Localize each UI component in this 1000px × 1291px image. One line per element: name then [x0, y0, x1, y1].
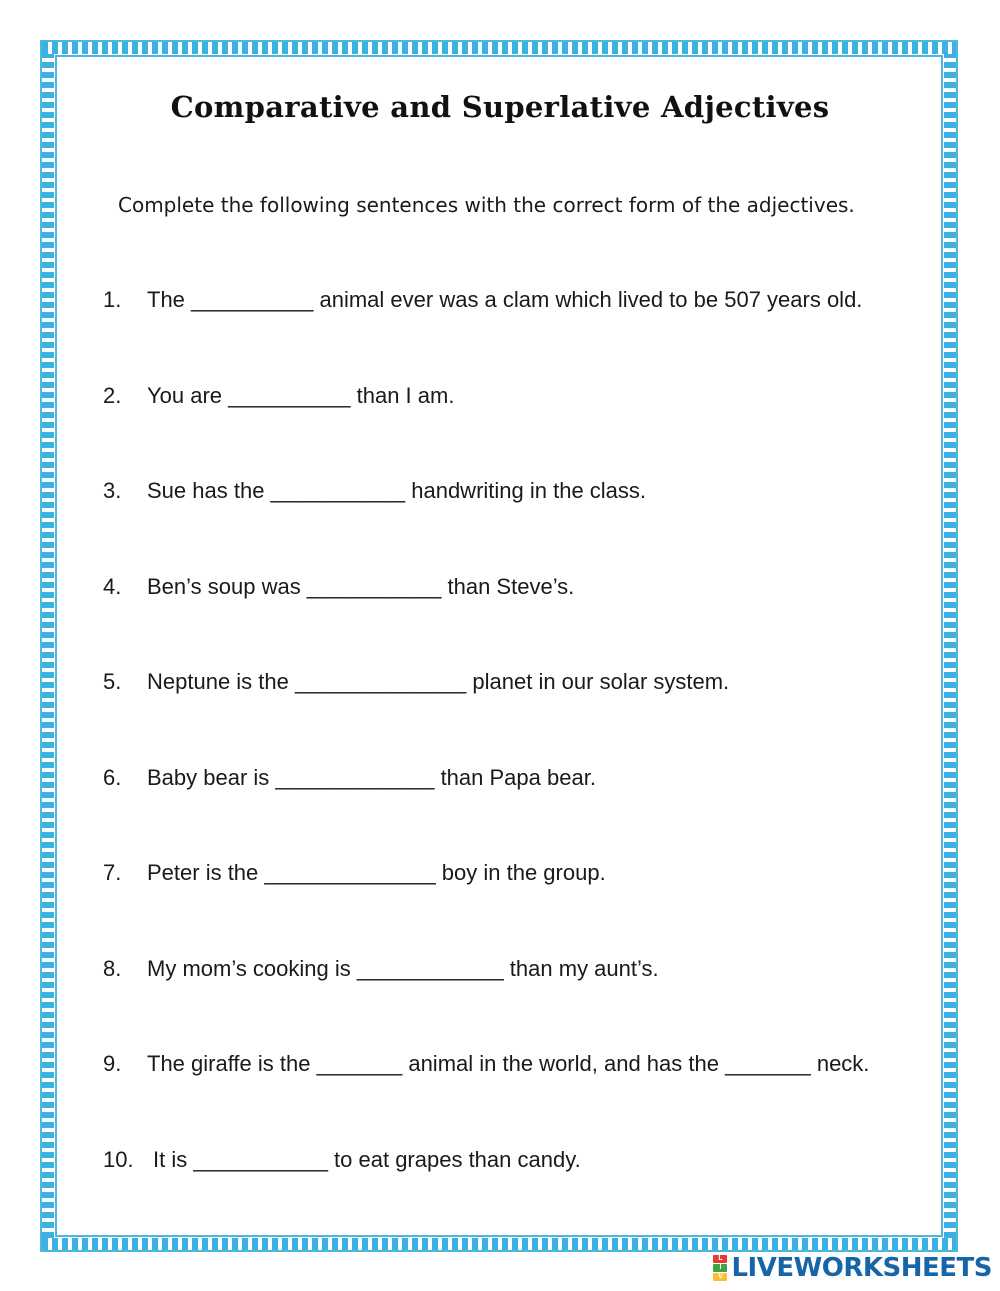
question-text: You are __________ than I am. — [147, 383, 455, 408]
question-text: Neptune is the ______________ planet in our solar system. — [147, 669, 730, 694]
question-number: 8. — [103, 956, 122, 981]
question-number: 10. — [103, 1147, 134, 1172]
question-3 — [103, 478, 646, 504]
question-8 — [103, 956, 659, 982]
instructions: Complete the following sentences with the correct form of the adjectives. — [118, 193, 855, 217]
logo-text: LIVEWORKSHEETS — [731, 1253, 992, 1283]
question-text: My mom’s cooking is ____________ than my aunt’s. — [147, 956, 659, 981]
question-9 — [103, 1051, 869, 1077]
question-number: 7. — [103, 860, 122, 885]
question-5 — [103, 669, 729, 695]
question-text: The giraffe is the _______ animal in the world, and has the _______ neck. — [147, 1051, 870, 1076]
logo-blocks-icon: L I V — [713, 1255, 727, 1282]
question-text: Ben’s soup was ___________ than Steve’s. — [147, 574, 575, 599]
question-text: Baby bear is _____________ than Papa bear. — [147, 765, 596, 790]
question-6 — [103, 765, 596, 791]
question-number: 1. — [103, 287, 122, 312]
question-4 — [103, 574, 574, 600]
question-text: The __________ animal ever was a clam which lived to be 507 years old. — [147, 287, 863, 312]
question-number: 4. — [103, 574, 122, 599]
question-number: 5. — [103, 669, 122, 694]
worksheet-title: Comparative and Superlative Adjectives — [170, 90, 830, 124]
liveworksheets-logo[interactable] — [713, 1253, 992, 1283]
question-number: 6. — [103, 765, 122, 790]
question-2 — [103, 383, 454, 409]
question-text: Peter is the ______________ boy in the group. — [147, 860, 606, 885]
question-number: 9. — [103, 1051, 122, 1076]
question-7 — [103, 860, 606, 886]
question-1 — [103, 287, 862, 313]
question-10 — [103, 1147, 581, 1173]
question-number: 3. — [103, 478, 122, 503]
question-text: It is ___________ to eat grapes than candy. — [153, 1147, 581, 1172]
question-number: 2. — [103, 383, 122, 408]
question-text: Sue has the ___________ handwriting in the class. — [147, 478, 647, 503]
